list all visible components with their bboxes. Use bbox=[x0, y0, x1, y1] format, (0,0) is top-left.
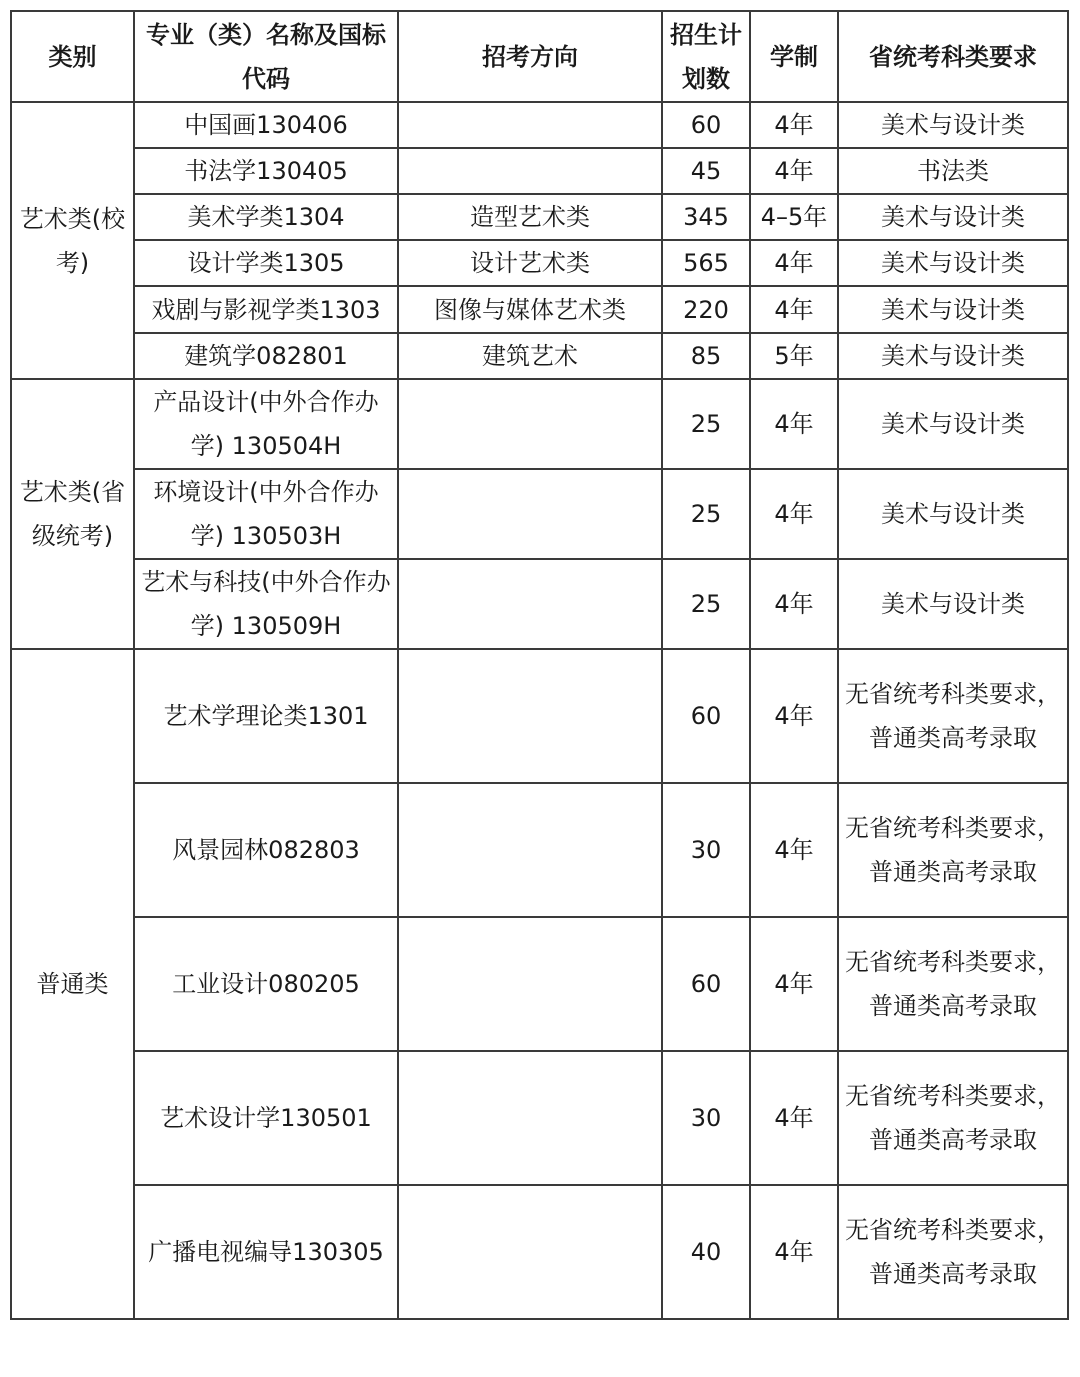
direction-cell: 图像与媒体艺术类 bbox=[398, 286, 662, 333]
direction-cell bbox=[398, 148, 662, 194]
duration-cell: 4年 bbox=[750, 917, 838, 1051]
requirement-cell: 美术与设计类 bbox=[838, 194, 1068, 240]
direction-cell: 设计艺术类 bbox=[398, 240, 662, 286]
requirement-cell: 美术与设计类 bbox=[838, 333, 1068, 379]
requirement-cell: 无省统考科类要求，普通类高考录取 bbox=[838, 1185, 1068, 1319]
major-cell: 建筑学082801 bbox=[134, 333, 398, 379]
requirement-cell: 无省统考科类要求，普通类高考录取 bbox=[838, 917, 1068, 1051]
plan-cell: 25 bbox=[662, 469, 750, 559]
major-cell: 工业设计080205 bbox=[134, 917, 398, 1051]
major-cell: 艺术与科技(中外合作办学) 130509H bbox=[134, 559, 398, 649]
table-row bbox=[11, 469, 1068, 559]
direction-cell bbox=[398, 1051, 662, 1185]
plan-cell: 25 bbox=[662, 379, 750, 469]
requirement-cell: 美术与设计类 bbox=[838, 286, 1068, 333]
table-row bbox=[11, 1185, 1068, 1319]
direction-cell bbox=[398, 102, 662, 148]
direction-cell bbox=[398, 559, 662, 649]
duration-cell: 4年 bbox=[750, 1051, 838, 1185]
plan-cell: 30 bbox=[662, 783, 750, 917]
table-row bbox=[11, 917, 1068, 1051]
direction-cell bbox=[398, 1185, 662, 1319]
plan-cell: 345 bbox=[662, 194, 750, 240]
table-row bbox=[11, 1051, 1068, 1185]
table-row bbox=[11, 379, 1068, 469]
duration-cell: 4年 bbox=[750, 379, 838, 469]
major-cell: 艺术设计学130501 bbox=[134, 1051, 398, 1185]
header-direction: 招考方向 bbox=[398, 11, 662, 102]
plan-cell: 85 bbox=[662, 333, 750, 379]
duration-cell: 4年 bbox=[750, 783, 838, 917]
direction-cell: 造型艺术类 bbox=[398, 194, 662, 240]
direction-cell bbox=[398, 917, 662, 1051]
duration-cell: 5年 bbox=[750, 333, 838, 379]
major-cell: 艺术学理论类1301 bbox=[134, 649, 398, 783]
requirement-cell: 美术与设计类 bbox=[838, 379, 1068, 469]
header-plan: 招生计划数 bbox=[662, 11, 750, 102]
category-cell: 艺术类(校考) bbox=[11, 102, 134, 379]
plan-cell: 220 bbox=[662, 286, 750, 333]
table-row bbox=[11, 194, 1068, 240]
header-duration: 学制 bbox=[750, 11, 838, 102]
plan-cell: 60 bbox=[662, 649, 750, 783]
direction-cell bbox=[398, 379, 662, 469]
table-row bbox=[11, 649, 1068, 783]
table-row bbox=[11, 102, 1068, 148]
table-row bbox=[11, 783, 1068, 917]
table-row bbox=[11, 559, 1068, 649]
table-row bbox=[11, 333, 1068, 379]
duration-cell: 4年 bbox=[750, 469, 838, 559]
direction-cell bbox=[398, 469, 662, 559]
major-cell: 中国画130406 bbox=[134, 102, 398, 148]
direction-cell: 建筑艺术 bbox=[398, 333, 662, 379]
major-cell: 书法学130405 bbox=[134, 148, 398, 194]
duration-cell: 4年 bbox=[750, 286, 838, 333]
table-row bbox=[11, 148, 1068, 194]
plan-cell: 45 bbox=[662, 148, 750, 194]
major-cell: 环境设计(中外合作办学) 130503H bbox=[134, 469, 398, 559]
plan-cell: 40 bbox=[662, 1185, 750, 1319]
requirement-cell: 书法类 bbox=[838, 148, 1068, 194]
requirement-cell: 美术与设计类 bbox=[838, 102, 1068, 148]
table-row bbox=[11, 286, 1068, 333]
duration-cell: 4年 bbox=[750, 148, 838, 194]
plan-cell: 30 bbox=[662, 1051, 750, 1185]
requirement-cell: 无省统考科类要求，普通类高考录取 bbox=[838, 649, 1068, 783]
header-requirement: 省统考科类要求 bbox=[838, 11, 1068, 102]
major-cell: 戏剧与影视学类1303 bbox=[134, 286, 398, 333]
requirement-cell: 美术与设计类 bbox=[838, 240, 1068, 286]
requirement-cell: 美术与设计类 bbox=[838, 559, 1068, 649]
duration-cell: 4–5年 bbox=[750, 194, 838, 240]
major-cell: 设计学类1305 bbox=[134, 240, 398, 286]
header-major: 专业（类）名称及国标代码 bbox=[134, 11, 398, 102]
category-cell: 普通类 bbox=[11, 649, 134, 1319]
admissions-table bbox=[10, 10, 1069, 1320]
header-row bbox=[11, 11, 1068, 102]
duration-cell: 4年 bbox=[750, 649, 838, 783]
header-category: 类别 bbox=[11, 11, 134, 102]
major-cell: 美术学类1304 bbox=[134, 194, 398, 240]
direction-cell bbox=[398, 649, 662, 783]
requirement-cell: 无省统考科类要求，普通类高考录取 bbox=[838, 1051, 1068, 1185]
requirement-cell: 美术与设计类 bbox=[838, 469, 1068, 559]
duration-cell: 4年 bbox=[750, 240, 838, 286]
requirement-cell: 无省统考科类要求，普通类高考录取 bbox=[838, 783, 1068, 917]
direction-cell bbox=[398, 783, 662, 917]
plan-cell: 25 bbox=[662, 559, 750, 649]
plan-cell: 60 bbox=[662, 917, 750, 1051]
plan-cell: 60 bbox=[662, 102, 750, 148]
category-cell: 艺术类(省级统考) bbox=[11, 379, 134, 649]
table-row bbox=[11, 240, 1068, 286]
duration-cell: 4年 bbox=[750, 1185, 838, 1319]
plan-cell: 565 bbox=[662, 240, 750, 286]
major-cell: 广播电视编导130305 bbox=[134, 1185, 398, 1319]
major-cell: 产品设计(中外合作办学) 130504H bbox=[134, 379, 398, 469]
major-cell: 风景园林082803 bbox=[134, 783, 398, 917]
duration-cell: 4年 bbox=[750, 559, 838, 649]
duration-cell: 4年 bbox=[750, 102, 838, 148]
